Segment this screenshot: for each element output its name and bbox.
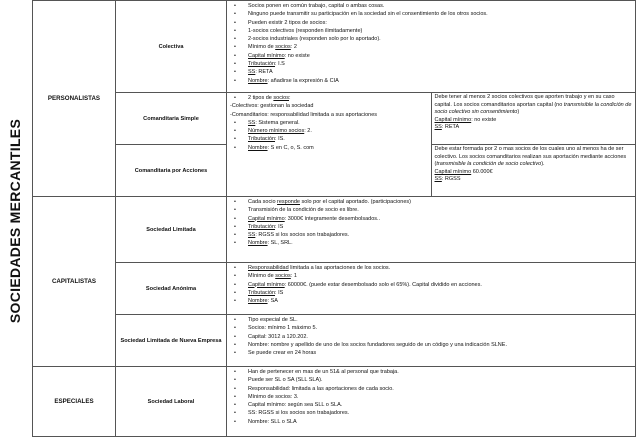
list-item: • Capital mínimo: según sea SLL o SLA. [248, 401, 632, 409]
type-sociedad-limitada: Sociedad Limitada [116, 197, 227, 263]
list-item: • 1-socios colectivos (responden ilimitadamente) [248, 27, 632, 35]
list-item: • Capital mínimo: no existe [248, 52, 632, 60]
list-item: • Tributación: I.S [248, 60, 632, 68]
document-title: SOCIEDADES MERCANTILES [7, 118, 23, 324]
type-sociedad-laboral: Sociedad Laboral [116, 367, 227, 437]
list-item: • Nombre: S en C, o, S. com [248, 144, 428, 152]
list-item: • Socios: mínimo 1 máximo 5. [248, 324, 632, 332]
text-line: -Comanditarios: responsabilidad limitada a sus aportaciones [230, 111, 378, 118]
list-item: • SS: RGSS si los socios son trabajadores. [248, 409, 632, 417]
list-item: • Mínimo de socios: 2 [248, 43, 632, 51]
list-item: • Ninguno puede transmitir su participación en la sociedad sin el consentimiento de los otros socios. [248, 10, 632, 18]
list-item: • Mínimo de socios: 3. [248, 393, 632, 401]
desc-comanditaria [227, 93, 432, 197]
text-line: -Colectivos: gestionan la sociedad [230, 103, 314, 110]
list-item: • Se puede crear en 24 horas [248, 349, 632, 357]
list-item: • Nombre: añadirse la expresión & CIA [248, 77, 632, 85]
type-nueva-empresa: Sociedad Limitada de Nueva Empresa [116, 315, 227, 367]
desc-nueva-empresa [227, 315, 636, 367]
list-item: • Nombre: SLL o SLA [248, 418, 632, 426]
list-item: • Capital mínimo: 3000€ íntegramente desembolsados.. [248, 215, 632, 223]
row-sociedad-limitada [33, 197, 636, 263]
list-item: • Responsabilidad limitada a las aportaciones de los socios. [248, 264, 632, 272]
list-item: • Responsabilidad: limitada a las aportaciones de cada socio. [248, 385, 632, 393]
document-title-container [0, 0, 30, 442]
type-comanditaria-acciones: Comanditaria por Acciones [116, 145, 227, 197]
desc-colectiva [227, 1, 636, 93]
type-comanditaria-simple: Comanditaria Simple [116, 93, 227, 145]
note-comanditaria-acciones: Debe estar formada por 2 o mas socios de los cuales uno al menos ha de ser colectivo. Los socios comanditarios realizan sus aportación mediante acciones (transmisible la condición de socio colectivo). Capital mínimo 60.000€ SS: RGSS [431, 145, 636, 197]
note-comanditaria-simple: Debe tener al menos 2 socios colectivos que aporten trabajo y en su caso capital. Los socios comanditarios aportan capital (no transmisible la condición de socio colectivo sin consentimiento) Capital mínimo: no existe SS: RETA [431, 93, 636, 145]
category-capitalistas: CAPITALISTAS [33, 197, 116, 367]
list-item: • Nombre: SL, SRL. [248, 239, 632, 247]
type-colectiva: Colectiva [116, 1, 227, 93]
list-item: • Capital mínimo: 60000€. (puede estar desembolsado solo el 65%). Capital dividido en acciones. [248, 281, 632, 289]
list-item: • Puede ser SL o SA (SLL SLA). [248, 376, 632, 384]
list-item: • SS: RETA [248, 68, 632, 76]
category-especiales: ESPECIALES [33, 367, 116, 437]
desc-sociedad-limitada [227, 197, 636, 263]
row-nueva-empresa [33, 315, 636, 367]
row-sociedad-laboral [33, 367, 636, 437]
list-item: • Nombre: SA [248, 297, 632, 305]
list-item: • Número mínimo socios: 2. [248, 127, 428, 135]
type-sociedad-anonima: Sociedad Anónima [116, 263, 227, 315]
list-item: • SS: Sistema general. [248, 119, 428, 127]
row-sociedad-anonima [33, 263, 636, 315]
list-item: • Tributación: IS. [248, 135, 428, 143]
list-item: • Transmisión de la condición de socio es libre. [248, 206, 632, 214]
desc-sociedad-anonima [227, 263, 636, 315]
company-types-table [32, 0, 636, 437]
list-item: • SS: RGSS si los socios son trabajadores. [248, 231, 632, 239]
category-personalistas: PERSONALISTAS [33, 1, 116, 197]
row-colectiva [33, 1, 636, 93]
list-item: • Tributación: IS [248, 223, 632, 231]
list-item: • Capital: 3012 a 120.202. [248, 333, 632, 341]
list-item: • Han de pertenecer en mas de un 51& al personal que trabaja. [248, 368, 632, 376]
list-item: • 2-socios industriales (responden solo por lo aportado). [248, 35, 632, 43]
list-item: • Socios ponen en común trabajo, capital o ambas cosas. [248, 2, 632, 10]
list-item: • Pueden existir 2 tipos de socios: [248, 19, 632, 27]
list-item: • Tipo especial de SL. [248, 316, 632, 324]
desc-sociedad-laboral [227, 367, 636, 437]
list-item: • Tributación: IS [248, 289, 632, 297]
row-comanditaria-simple [33, 93, 636, 145]
list-item: • Mínimo de socios: 1 [248, 272, 632, 280]
list-item: • Nombre: nombre y apellido de uno de los socios fundadores seguido de un código y una indicación SLNE. [248, 341, 632, 349]
list-item: • Cada socio responde solo por el capital aportado. (participaciones) [248, 198, 632, 206]
list-item: • 2 tipos de socios: [248, 94, 428, 102]
